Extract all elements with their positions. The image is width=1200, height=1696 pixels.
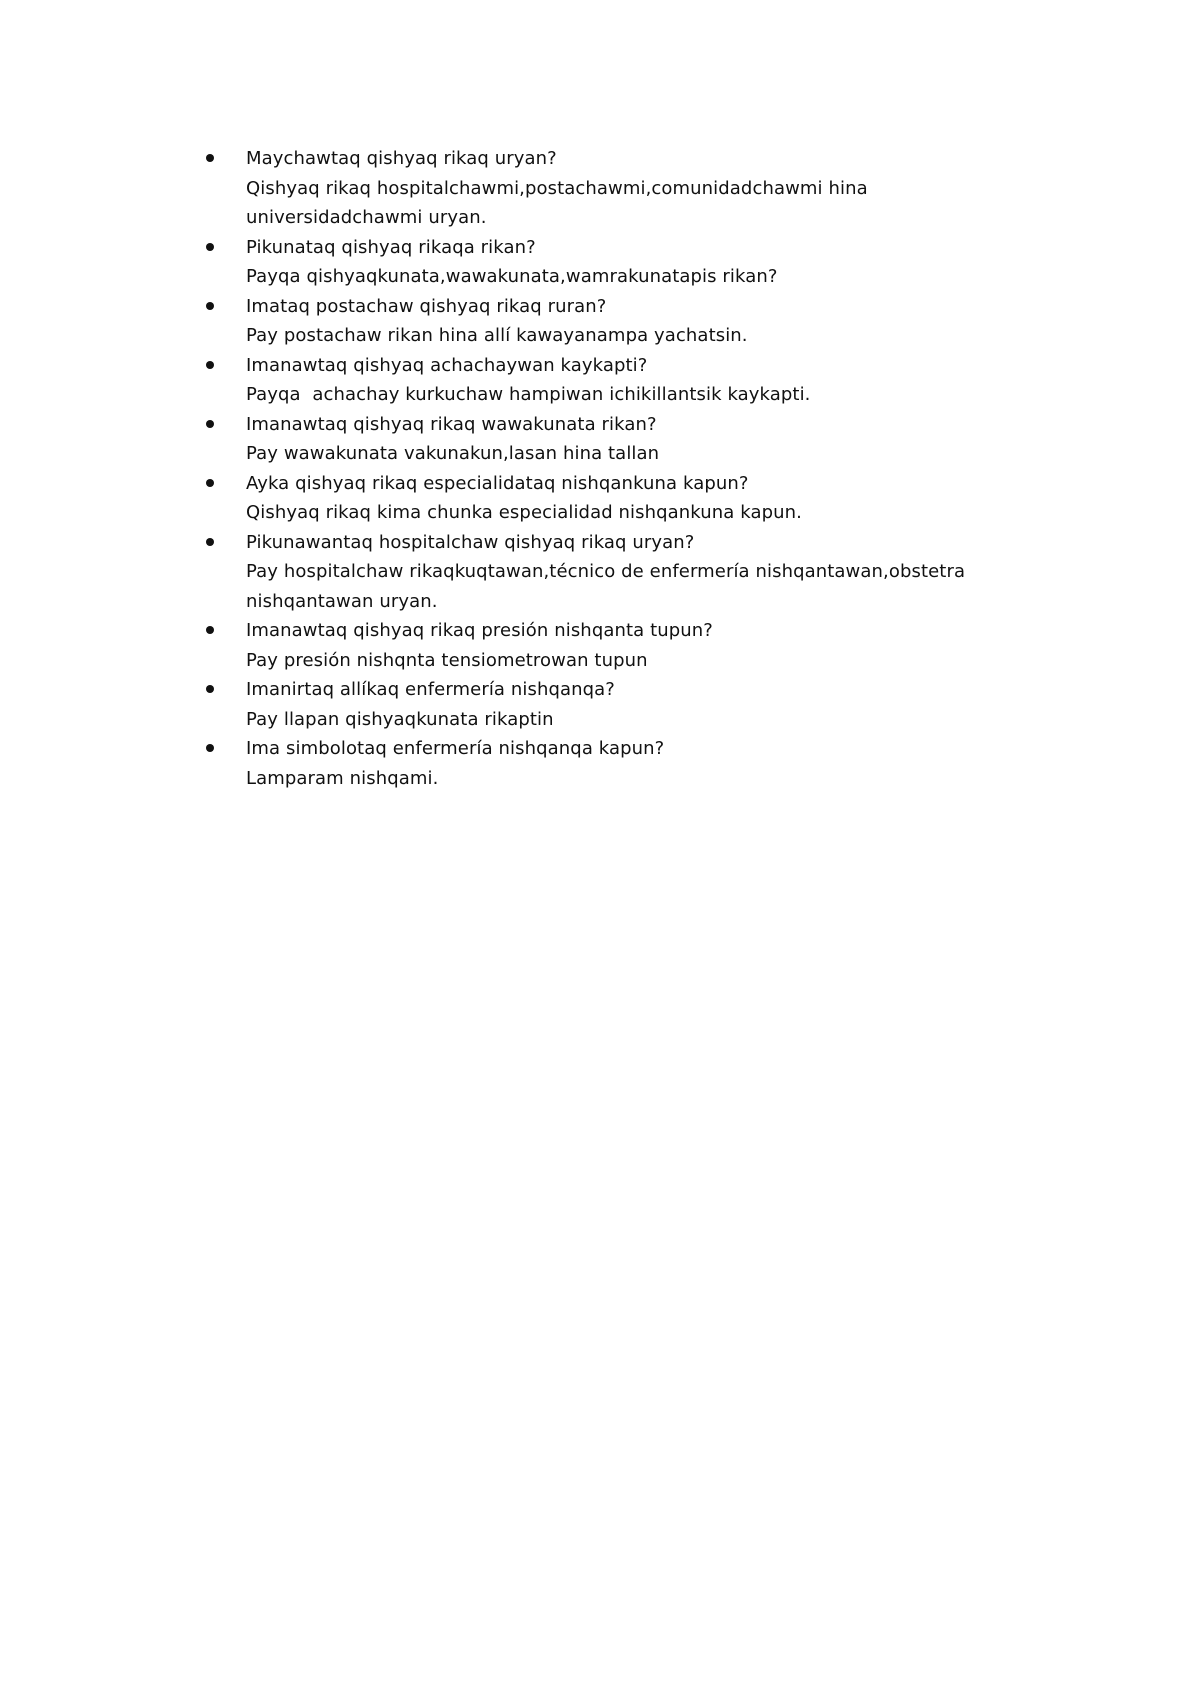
bullet-icon [206,479,214,487]
bullet-icon [206,744,214,752]
bullet-icon [206,302,214,310]
question-text: Imanawtaq qishyaq rikaq wawakunata rikan? [246,413,657,435]
bullet-icon [206,685,214,693]
question-text: Imataq postachaw qishyaq rikaq ruran? [246,295,607,317]
answer-text: Pay wawakunata vakunakun,lasan hina tallan [246,443,660,464]
list-item [196,528,1016,617]
question-text: Imanawtaq qishyaq rikaq presión nishqanta tupun? [246,620,713,641]
answer-text: Pay hospitalchaw rikaqkuqtawan,técnico de enfermería nishqantawan,obstetra nishqantawan uryan. [246,561,966,612]
list-item [196,616,1016,675]
list-item [196,675,1016,734]
question-text: Ayka qishyaq rikaq especialidataq nishqankuna kapun? [246,472,749,494]
answer-text: Pay presión nishqnta tensiometrowan tupun [246,649,648,671]
list-item [196,351,1016,410]
bullet-icon [206,626,214,634]
bullet-icon [206,243,214,251]
question-text: Pikunawantaq hospitalchaw qishyaq rikaq uryan? [246,531,695,553]
answer-text: Payqa qishyaqkunata,wawakunata,wamrakunatapis rikan? [246,266,778,287]
question-text: Imanirtaq allíkaq enfermería nishqanqa? [246,679,615,700]
question-answer-list [196,144,1016,793]
question-text: Pikunataq qishyaq rikaqa rikan? [246,236,536,258]
list-item [196,144,1016,233]
answer-text: Lamparam nishqami. [246,767,439,789]
bullet-icon [206,361,214,369]
question-text: Imanawtaq qishyaq achachaywan kaykapti? [246,354,648,376]
answer-text: Qishyaq rikaq hospitalchawmi,postachawmi,comunidadchawmi hina universidadchawmi uryan. [246,177,868,228]
bullet-icon [206,154,214,162]
list-item [196,469,1016,528]
answer-text: Qishyaq rikaq kima chunka especialidad nishqankuna kapun. [246,502,802,523]
bullet-icon [206,420,214,428]
list-item [196,734,1016,793]
list-item [196,292,1016,351]
bullet-icon [206,538,214,546]
question-text: Maychawtaq qishyaq rikaq uryan? [246,148,557,169]
list-item [196,233,1016,292]
list-item [196,410,1016,469]
answer-text: Pay llapan qishyaqkunata rikaptin [246,708,554,730]
question-text: Ima simbolotaq enfermería nishqanqa kapun? [246,738,665,759]
answer-text: Payqa achachay kurkuchaw hampiwan ichikillantsik kaykapti. [246,384,811,405]
answer-text: Pay postachaw rikan hina allí kawayanampa yachatsin. [246,325,748,346]
